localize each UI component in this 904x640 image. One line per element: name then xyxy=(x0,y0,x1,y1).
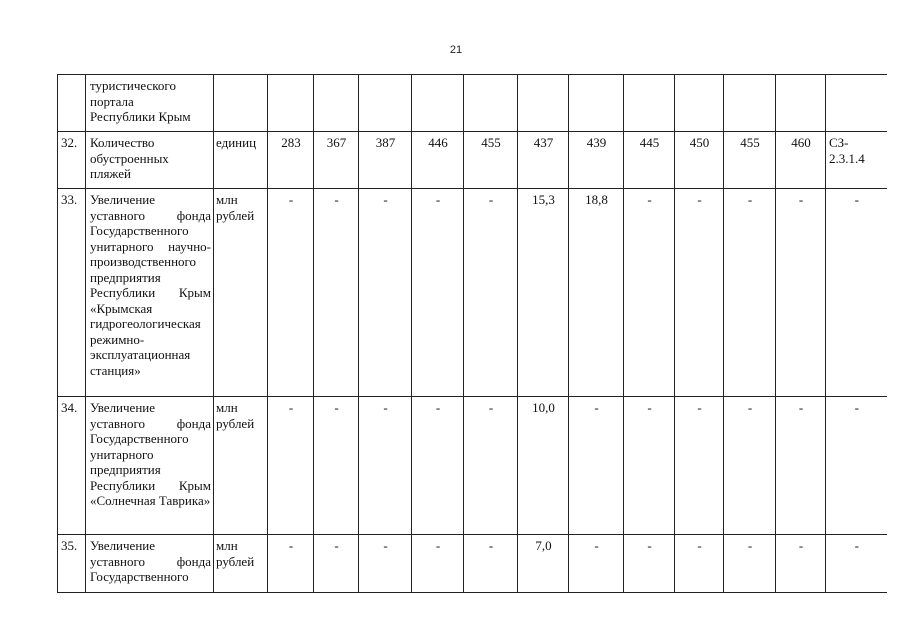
unit-cell xyxy=(214,75,268,132)
indicator-name-cell-text: Увеличение уставного фонда Государственного унитарного научно-производственного предприятия Республики Крым «Крымская гидрогеологическая режимно-эксплуатационная станция» xyxy=(90,192,211,378)
table-row xyxy=(58,189,887,397)
indicator-name-cell xyxy=(86,189,214,397)
value-cell-text: - xyxy=(435,192,441,207)
value-cell xyxy=(724,397,776,535)
value-cell xyxy=(569,75,624,132)
value-cell-text: - xyxy=(798,538,804,553)
value-cell xyxy=(776,189,826,397)
value-cell xyxy=(624,75,675,132)
indicator-name-cell xyxy=(86,132,214,189)
value-cell xyxy=(359,132,412,189)
value-cell xyxy=(569,189,624,397)
value-cell-text: - xyxy=(697,538,702,553)
unit-cell xyxy=(214,535,268,593)
value-cell-text: 387 xyxy=(375,135,396,150)
value-cell-text: - xyxy=(488,538,494,553)
row-number-cell xyxy=(58,189,86,397)
value-cell-text: 10,0 xyxy=(532,400,555,415)
value-cell xyxy=(724,535,776,593)
value-cell-text: - xyxy=(435,400,441,415)
value-cell-text: - xyxy=(288,192,294,207)
value-cell xyxy=(518,397,569,535)
value-cell-text: - xyxy=(334,192,339,207)
page-number: 21 xyxy=(449,44,463,56)
value-cell-text: 437 xyxy=(533,135,554,150)
code-cell-text: - xyxy=(854,192,859,207)
unit-cell-text: млн рублей xyxy=(216,400,255,431)
value-cell xyxy=(268,75,314,132)
value-cell-text: - xyxy=(383,400,388,415)
value-cell-text: 439 xyxy=(586,135,607,150)
value-cell xyxy=(724,75,776,132)
value-cell xyxy=(776,132,826,189)
value-cell-text: - xyxy=(334,400,339,415)
row-number-cell-text: 35. xyxy=(61,538,78,553)
row-number-cell xyxy=(58,132,86,189)
indicator-name-cell-text: Количество обустроенных пляжей xyxy=(90,135,169,181)
value-cell-text: 367 xyxy=(326,135,347,150)
code-cell xyxy=(826,189,887,397)
value-cell xyxy=(412,189,464,397)
code-cell xyxy=(826,535,887,593)
value-cell xyxy=(776,535,826,593)
value-cell xyxy=(624,132,675,189)
value-cell-text: 283 xyxy=(281,135,301,150)
value-cell-text: - xyxy=(747,538,753,553)
value-cell xyxy=(464,397,518,535)
value-cell xyxy=(624,189,675,397)
value-cell-text: 15,3 xyxy=(532,192,555,207)
indicator-name-cell xyxy=(86,397,214,535)
value-cell xyxy=(268,132,314,189)
value-cell-text: - xyxy=(594,400,599,415)
value-cell xyxy=(268,535,314,593)
value-cell-text: 18,8 xyxy=(585,192,608,207)
table-row xyxy=(58,535,887,593)
value-cell-text: 445 xyxy=(639,135,660,150)
row-number-cell xyxy=(58,397,86,535)
code-cell xyxy=(826,132,887,189)
value-cell-text: - xyxy=(647,400,652,415)
value-cell xyxy=(464,132,518,189)
value-cell xyxy=(412,535,464,593)
value-cell xyxy=(518,535,569,593)
value-cell xyxy=(314,132,359,189)
value-cell-text: - xyxy=(647,192,652,207)
value-cell xyxy=(569,535,624,593)
code-cell-text: - xyxy=(854,400,859,415)
row-number-cell xyxy=(58,75,86,132)
value-cell xyxy=(518,132,569,189)
value-cell-text: - xyxy=(288,400,294,415)
value-cell-text: - xyxy=(747,400,753,415)
unit-cell xyxy=(214,189,268,397)
value-cell-text: - xyxy=(488,192,494,207)
value-cell xyxy=(359,75,412,132)
indicator-table xyxy=(57,74,887,593)
unit-cell-text: млн рублей xyxy=(216,538,255,569)
value-cell xyxy=(412,75,464,132)
value-cell xyxy=(518,75,569,132)
code-cell xyxy=(826,75,887,132)
indicator-name-cell-text: туристического портала Республики Крым xyxy=(90,78,191,124)
row-number-cell-text: 34. xyxy=(61,400,78,415)
value-cell xyxy=(569,132,624,189)
value-cell-text: 450 xyxy=(689,135,710,150)
value-cell xyxy=(675,132,724,189)
value-cell xyxy=(314,189,359,397)
value-cell-text: - xyxy=(647,538,652,553)
value-cell xyxy=(675,397,724,535)
value-cell xyxy=(724,189,776,397)
table-row xyxy=(58,397,887,535)
value-cell xyxy=(624,397,675,535)
value-cell-text: - xyxy=(334,538,339,553)
table-row xyxy=(58,75,887,132)
indicator-name-cell xyxy=(86,75,214,132)
value-cell xyxy=(675,75,724,132)
value-cell xyxy=(776,397,826,535)
value-cell xyxy=(675,189,724,397)
value-cell xyxy=(412,132,464,189)
value-cell xyxy=(776,75,826,132)
row-number-cell-text: 32. xyxy=(61,135,78,150)
value-cell xyxy=(314,535,359,593)
value-cell xyxy=(675,535,724,593)
value-cell xyxy=(412,397,464,535)
value-cell-text: 455 xyxy=(740,135,760,150)
value-cell xyxy=(464,535,518,593)
code-cell-text: - xyxy=(854,538,859,553)
value-cell-text: - xyxy=(594,538,599,553)
value-cell-text: 446 xyxy=(428,135,448,150)
value-cell xyxy=(268,189,314,397)
value-cell xyxy=(624,535,675,593)
value-cell xyxy=(314,75,359,132)
value-cell-text: - xyxy=(747,192,753,207)
value-cell-text: - xyxy=(488,400,494,415)
value-cell xyxy=(569,397,624,535)
value-cell xyxy=(518,189,569,397)
value-cell-text: - xyxy=(435,538,441,553)
indicator-name-cell xyxy=(86,535,214,593)
value-cell-text: - xyxy=(697,192,702,207)
code-cell xyxy=(826,397,887,535)
value-cell-text: 7,0 xyxy=(535,538,552,553)
value-cell-text: - xyxy=(697,400,702,415)
value-cell-text: - xyxy=(383,192,388,207)
value-cell xyxy=(464,189,518,397)
table-row xyxy=(58,132,887,189)
unit-cell xyxy=(214,132,268,189)
indicator-name-cell-text: Увеличение уставного фонда Государственного унитарного предприятия Республики Крым «Солнечная Таврика» xyxy=(90,400,211,508)
row-number-cell xyxy=(58,535,86,593)
value-cell-text: - xyxy=(798,400,804,415)
unit-cell xyxy=(214,397,268,535)
value-cell-text: 455 xyxy=(481,135,501,150)
value-cell xyxy=(359,397,412,535)
value-cell-text: - xyxy=(798,192,804,207)
value-cell xyxy=(724,132,776,189)
value-cell-text: 460 xyxy=(791,135,811,150)
value-cell xyxy=(359,189,412,397)
value-cell xyxy=(314,397,359,535)
value-cell xyxy=(464,75,518,132)
value-cell-text: - xyxy=(288,538,294,553)
code-cell-text: СЗ- 2.3.1.4 xyxy=(829,135,865,166)
value-cell xyxy=(268,397,314,535)
unit-cell-text: млн рублей xyxy=(216,192,255,223)
indicator-name-cell-text: Увеличение уставного фонда Государственного xyxy=(90,538,211,584)
value-cell xyxy=(359,535,412,593)
unit-cell-text: единиц xyxy=(216,135,257,150)
row-number-cell-text: 33. xyxy=(61,192,78,207)
value-cell-text: - xyxy=(383,538,388,553)
